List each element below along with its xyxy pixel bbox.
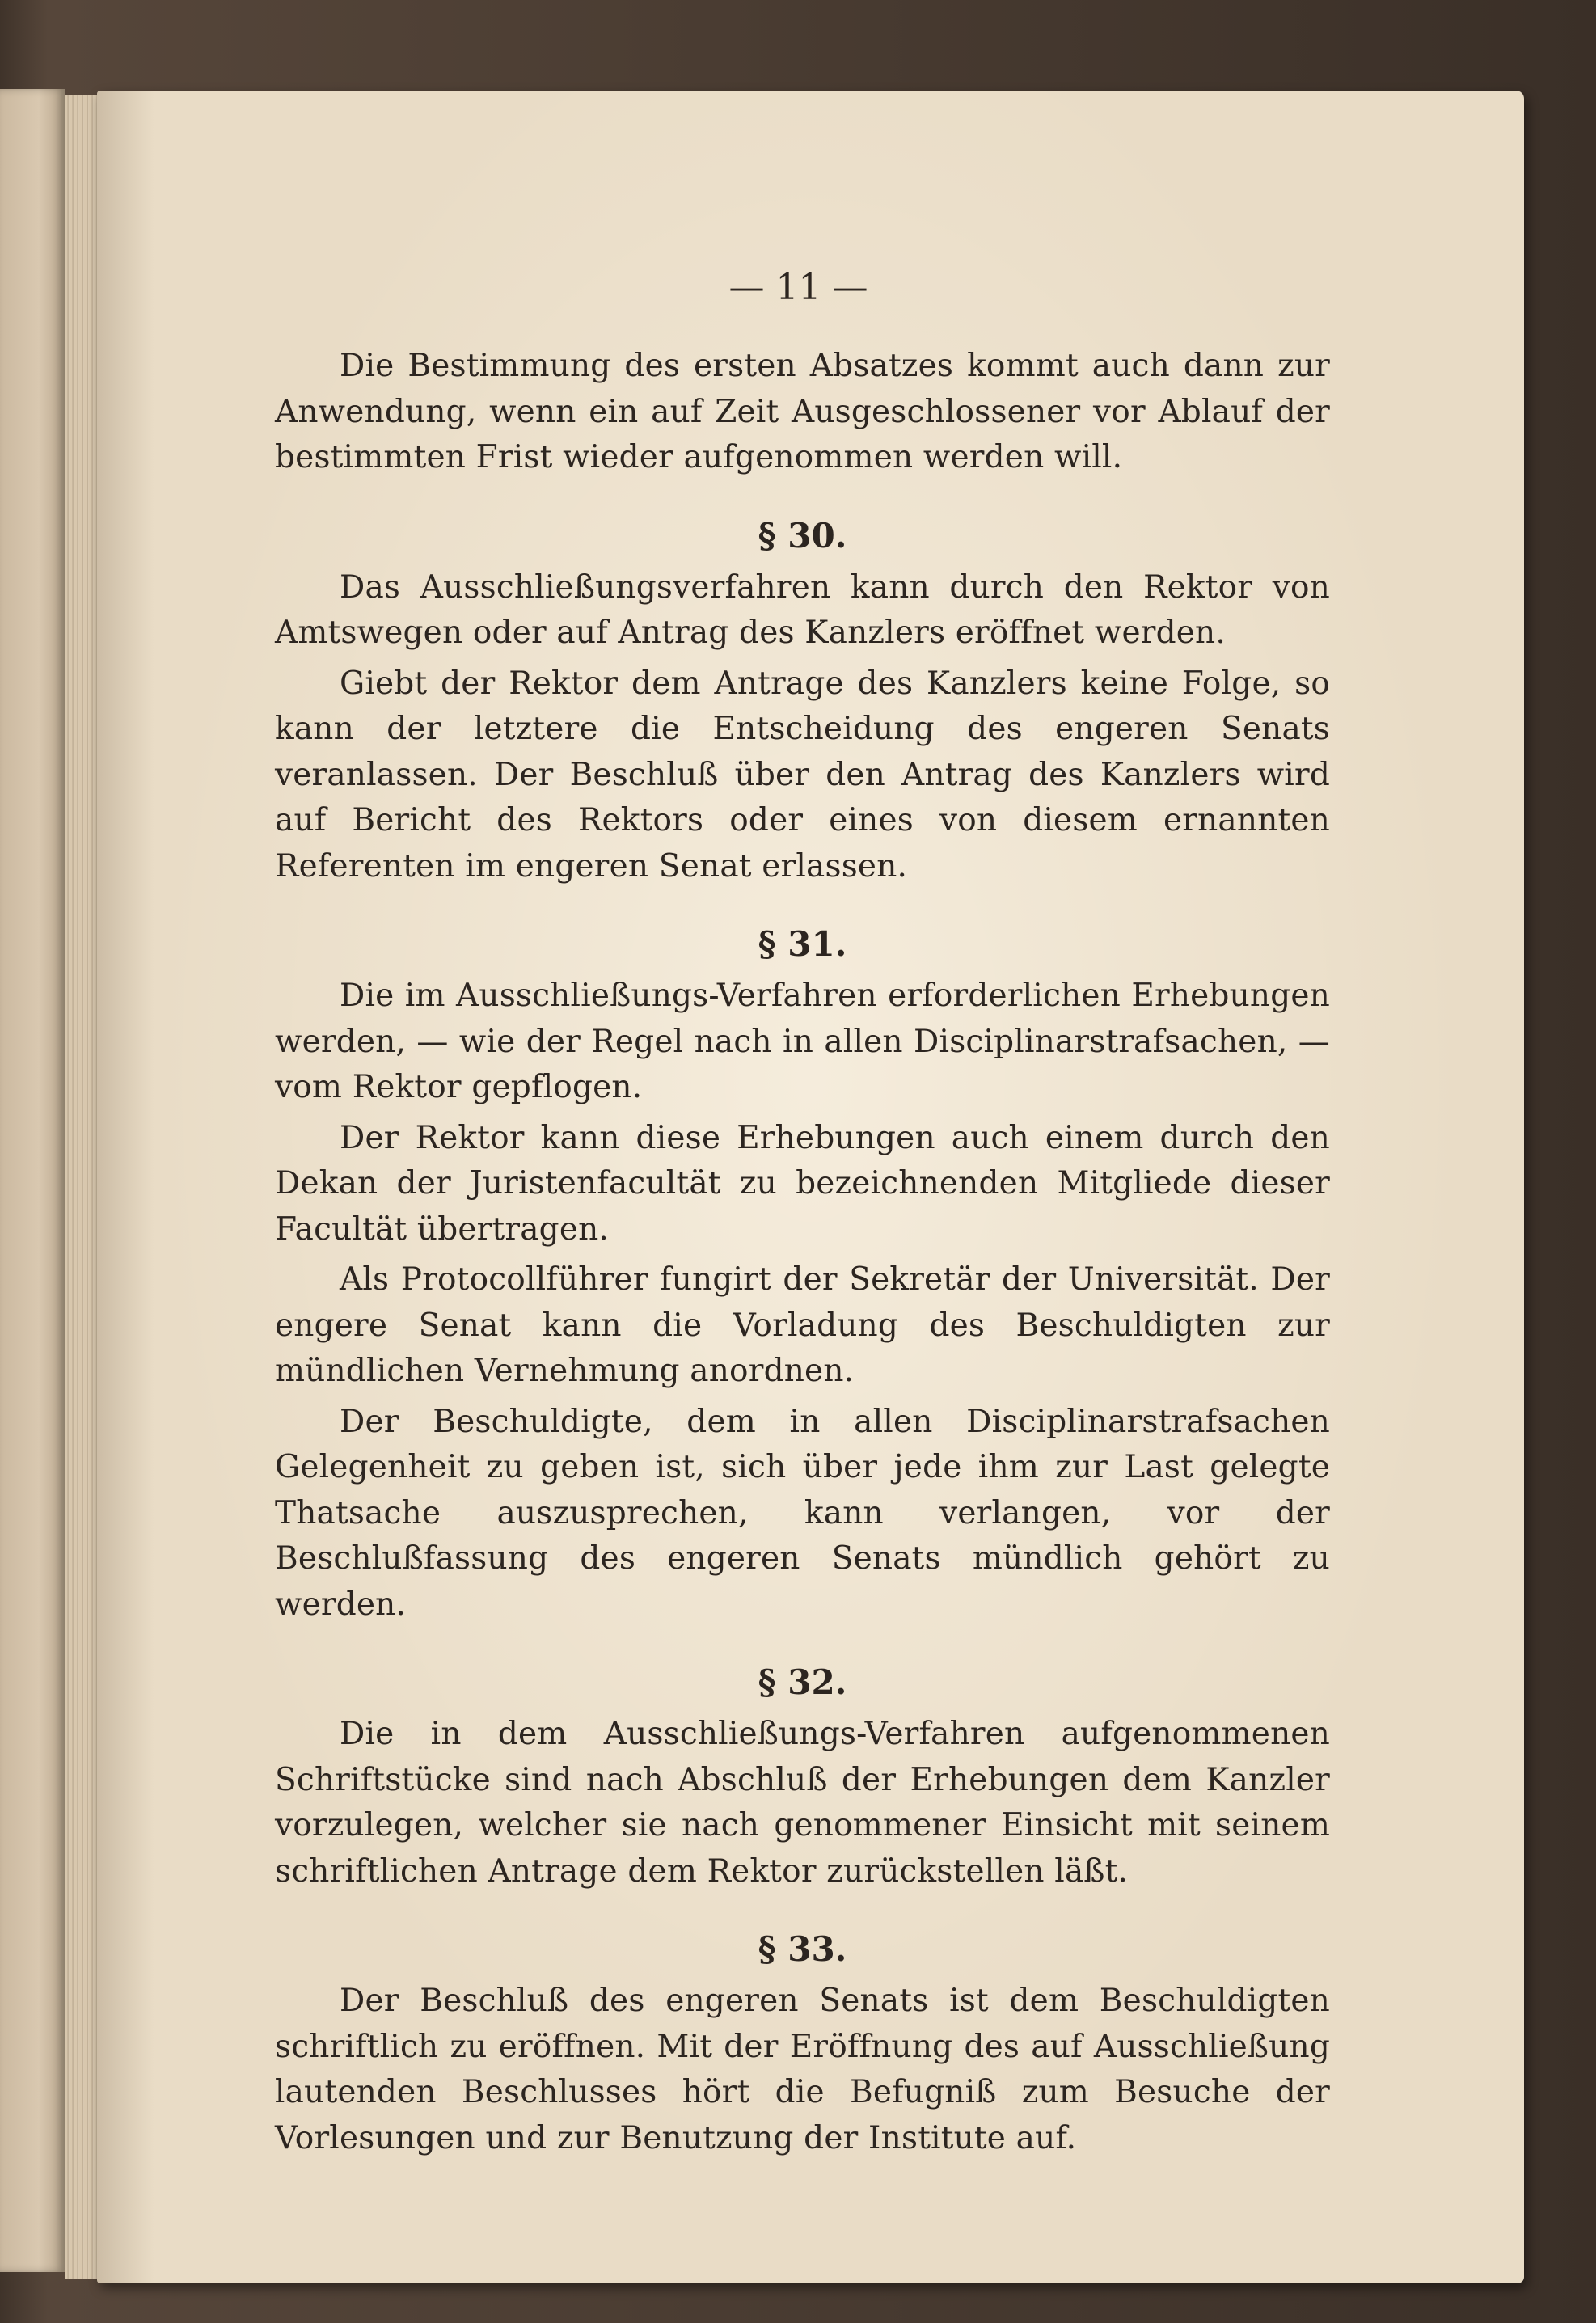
paragraph: Die Bestimmung des ersten Absatzes kommt auch dann zur Anwendung, wenn ein auf Zeit Ausgeschlossener vor Ablauf der bestimmten Frist wieder aufgenommen werden will. [275,348,1330,475]
paragraph: Das Ausschließungsverfahren kann durch den Rektor von Amtswegen oder auf Antrag des Kanzlers eröffnet werden. [275,568,1330,651]
section-heading-31: § 31. [758,924,847,964]
facing-page-edge [0,89,65,2272]
page-number: — 11 — [728,267,868,308]
section-heading-32: § 32. [758,1662,847,1702]
page-body [275,344,1330,2161]
paragraph: Der Beschuldigte, dem in allen Disciplinarstrafsachen Gelegenheit zu geben ist, sich über jede ihm zur Last gelegte Thatsache auszusprechen, kann verlangen, vor der Beschlußfassung des engeren Senats mündlich gehört zu werden. [275,1403,1330,1623]
section-heading-30: § 30. [758,515,847,555]
paragraph: Der Beschluß des engeren Senats ist dem Beschuldigten schriftlich zu eröffnen. Mit der Eröffnung des auf Ausschließung lautenden Beschlusses hört die Befugniß zum Besuche der Vorlesungen und zur Benutzung der Institute auf. [275,1983,1330,2156]
section-heading-33: § 33. [758,1929,847,1969]
paragraph: Die im Ausschließungs-Verfahren erforderlichen Erhebungen werden, — wie der Regel nach in allen Disciplinarstrafsachen, — vom Rektor gepflogen. [275,978,1330,1105]
paragraph: Der Rektor kann diese Erhebungen auch einem durch den Dekan der Juristenfacultät zu bezeichnenden Mitgliede dieser Facultät übertragen. [275,1119,1330,1248]
paragraph: Die in dem Ausschließungs-Verfahren aufgenommenen Schriftstücke sind nach Abschluß der Erhebungen dem Kanzler vorzulegen, welcher sie nach genommener Einsicht mit seinem schriftlichen Antrage dem Rektor zurückstellen läßt. [275,1716,1330,1890]
paragraph: Als Protocollführer fungirt der Sekretär der Universität. Der engere Senat kann die Vorladung des Beschuldigten zur mündlichen Vernehmung anordnen. [275,1261,1330,1389]
paragraph: Giebt der Rektor dem Antrage des Kanzlers keine Folge, so kann der letztere die Entscheidung des engeren Senats veranlassen. Der Beschluß über den Antrag des Kanzlers wird auf Bericht des Rektors oder eines von diesem ernannten Referenten im engeren Senat erlassen. [275,665,1330,885]
